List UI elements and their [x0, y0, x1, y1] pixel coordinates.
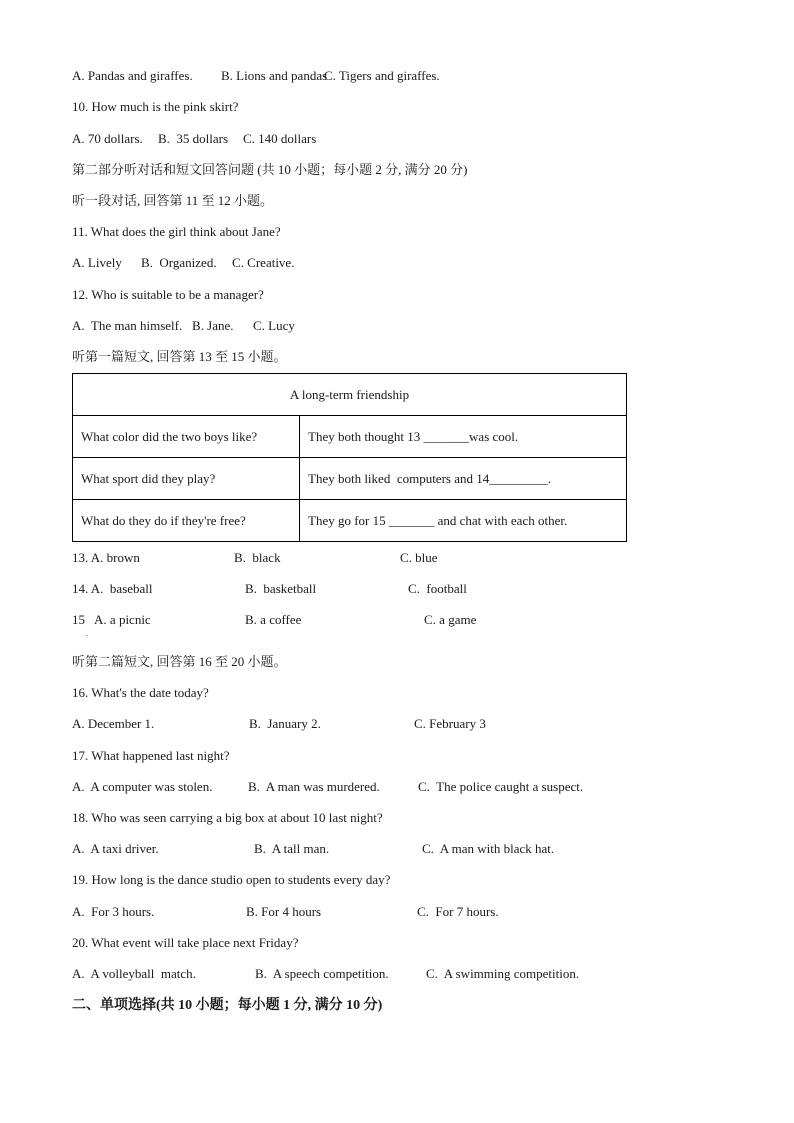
q9-option-c: C. Tigers and giraffes.	[324, 68, 440, 83]
q10-option-b: B. 35 dollars	[158, 131, 229, 146]
table-answer: They both thought 13 _______was cool.	[300, 416, 627, 458]
q19-text: 19. How long is the dance studio open to students every day?	[72, 872, 391, 887]
q20-option-b: B. A speech competition.	[255, 966, 389, 981]
q11-option-a: A. Lively	[72, 255, 122, 270]
table-question: What do they do if they're free?	[73, 500, 300, 542]
q15-option-c: C. a game	[424, 612, 477, 627]
q12-option-b: B. Jane.	[192, 318, 234, 333]
table-answer: They both liked computers and 14_________.	[300, 458, 627, 500]
q19-option-b: B. For 4 hours	[246, 904, 322, 919]
table-header-row	[73, 374, 627, 416]
q13-option-c: C. blue	[400, 550, 438, 565]
q17-option-b: B. A man was murdered.	[248, 779, 380, 794]
q10-option-a: A. 70 dollars.	[72, 131, 143, 146]
table-question: What sport did they play?	[73, 458, 300, 500]
q9-option-b: B. Lions and pandas	[221, 68, 328, 83]
stray-dot: .	[86, 629, 88, 638]
passage1-intro: 听第一篇短文, 回答第 13 至 15 小题。	[72, 349, 287, 364]
q16-option-b: B. January 2.	[249, 716, 321, 731]
q18-option-c: C. A man with black hat.	[422, 841, 555, 856]
part2-header: 第二部分听对话和短文回答问题 (共 10 小题；每小题 2 分, 满分 20 分)	[72, 162, 468, 177]
q14-option-a: 14. A. baseball	[72, 581, 153, 596]
table-row	[73, 416, 627, 458]
q11-text: 11. What does the girl think about Jane?	[72, 224, 281, 239]
q16-option-c: C. February 3	[414, 716, 486, 731]
q10-option-c: C. 140 dollars	[243, 131, 317, 146]
q15-option-b: B. a coffee	[245, 612, 302, 627]
q20-text: 20. What event will take place next Friday?	[72, 935, 299, 950]
q11-option-c: C. Creative.	[232, 255, 295, 270]
passage2-intro: 听第二篇短文, 回答第 16 至 20 小题。	[72, 654, 287, 669]
q20-option-c: C. A swimming competition.	[426, 966, 580, 981]
q20-option-a: A. A volleyball match.	[72, 966, 196, 981]
q10-text: 10. How much is the pink skirt?	[72, 99, 239, 114]
q14-option-b: B. basketball	[245, 581, 317, 596]
q12-option-a: A. The man himself.	[72, 318, 183, 333]
q12-text: 12. Who is suitable to be a manager?	[72, 287, 264, 302]
q18-text: 18. Who was seen carrying a big box at about 10 last night?	[72, 810, 383, 825]
table-answer: They go for 15 _______ and chat with each other.	[300, 500, 627, 542]
section2-header: 二、单项选择(共 10 小题；每小题 1 分, 满分 10 分)	[72, 998, 383, 1013]
q17-option-a: A. A computer was stolen.	[72, 779, 213, 794]
q13-option-a: 13. A. brown	[72, 550, 140, 565]
q18-option-b: B. A tall man.	[254, 841, 330, 856]
q19-option-c: C. For 7 hours.	[417, 904, 499, 919]
dialog-intro: 听一段对话, 回答第 11 至 12 小题。	[72, 193, 274, 208]
q14-option-c: C. football	[408, 581, 467, 596]
q17-text: 17. What happened last night?	[72, 748, 230, 763]
q16-option-a: A. December 1.	[72, 716, 155, 731]
q13-option-b: B. black	[234, 550, 281, 565]
q9-option-a: A. Pandas and giraffes.	[72, 68, 193, 83]
q18-option-a: A. A taxi driver.	[72, 841, 159, 856]
table-row	[73, 458, 627, 500]
q11-option-b: B. Organized.	[141, 255, 217, 270]
q17-option-c: C. The police caught a suspect.	[418, 779, 584, 794]
q15-option-a: 15 A. a picnic	[72, 612, 151, 627]
q12-option-c: C. Lucy	[253, 318, 295, 333]
q19-option-a: A. For 3 hours.	[72, 904, 155, 919]
q16-text: 16. What's the date today?	[72, 685, 209, 700]
friendship-table	[72, 373, 627, 542]
table-title: A long-term friendship	[73, 374, 627, 416]
table-row	[73, 500, 627, 542]
table-question: What color did the two boys like?	[73, 416, 300, 458]
